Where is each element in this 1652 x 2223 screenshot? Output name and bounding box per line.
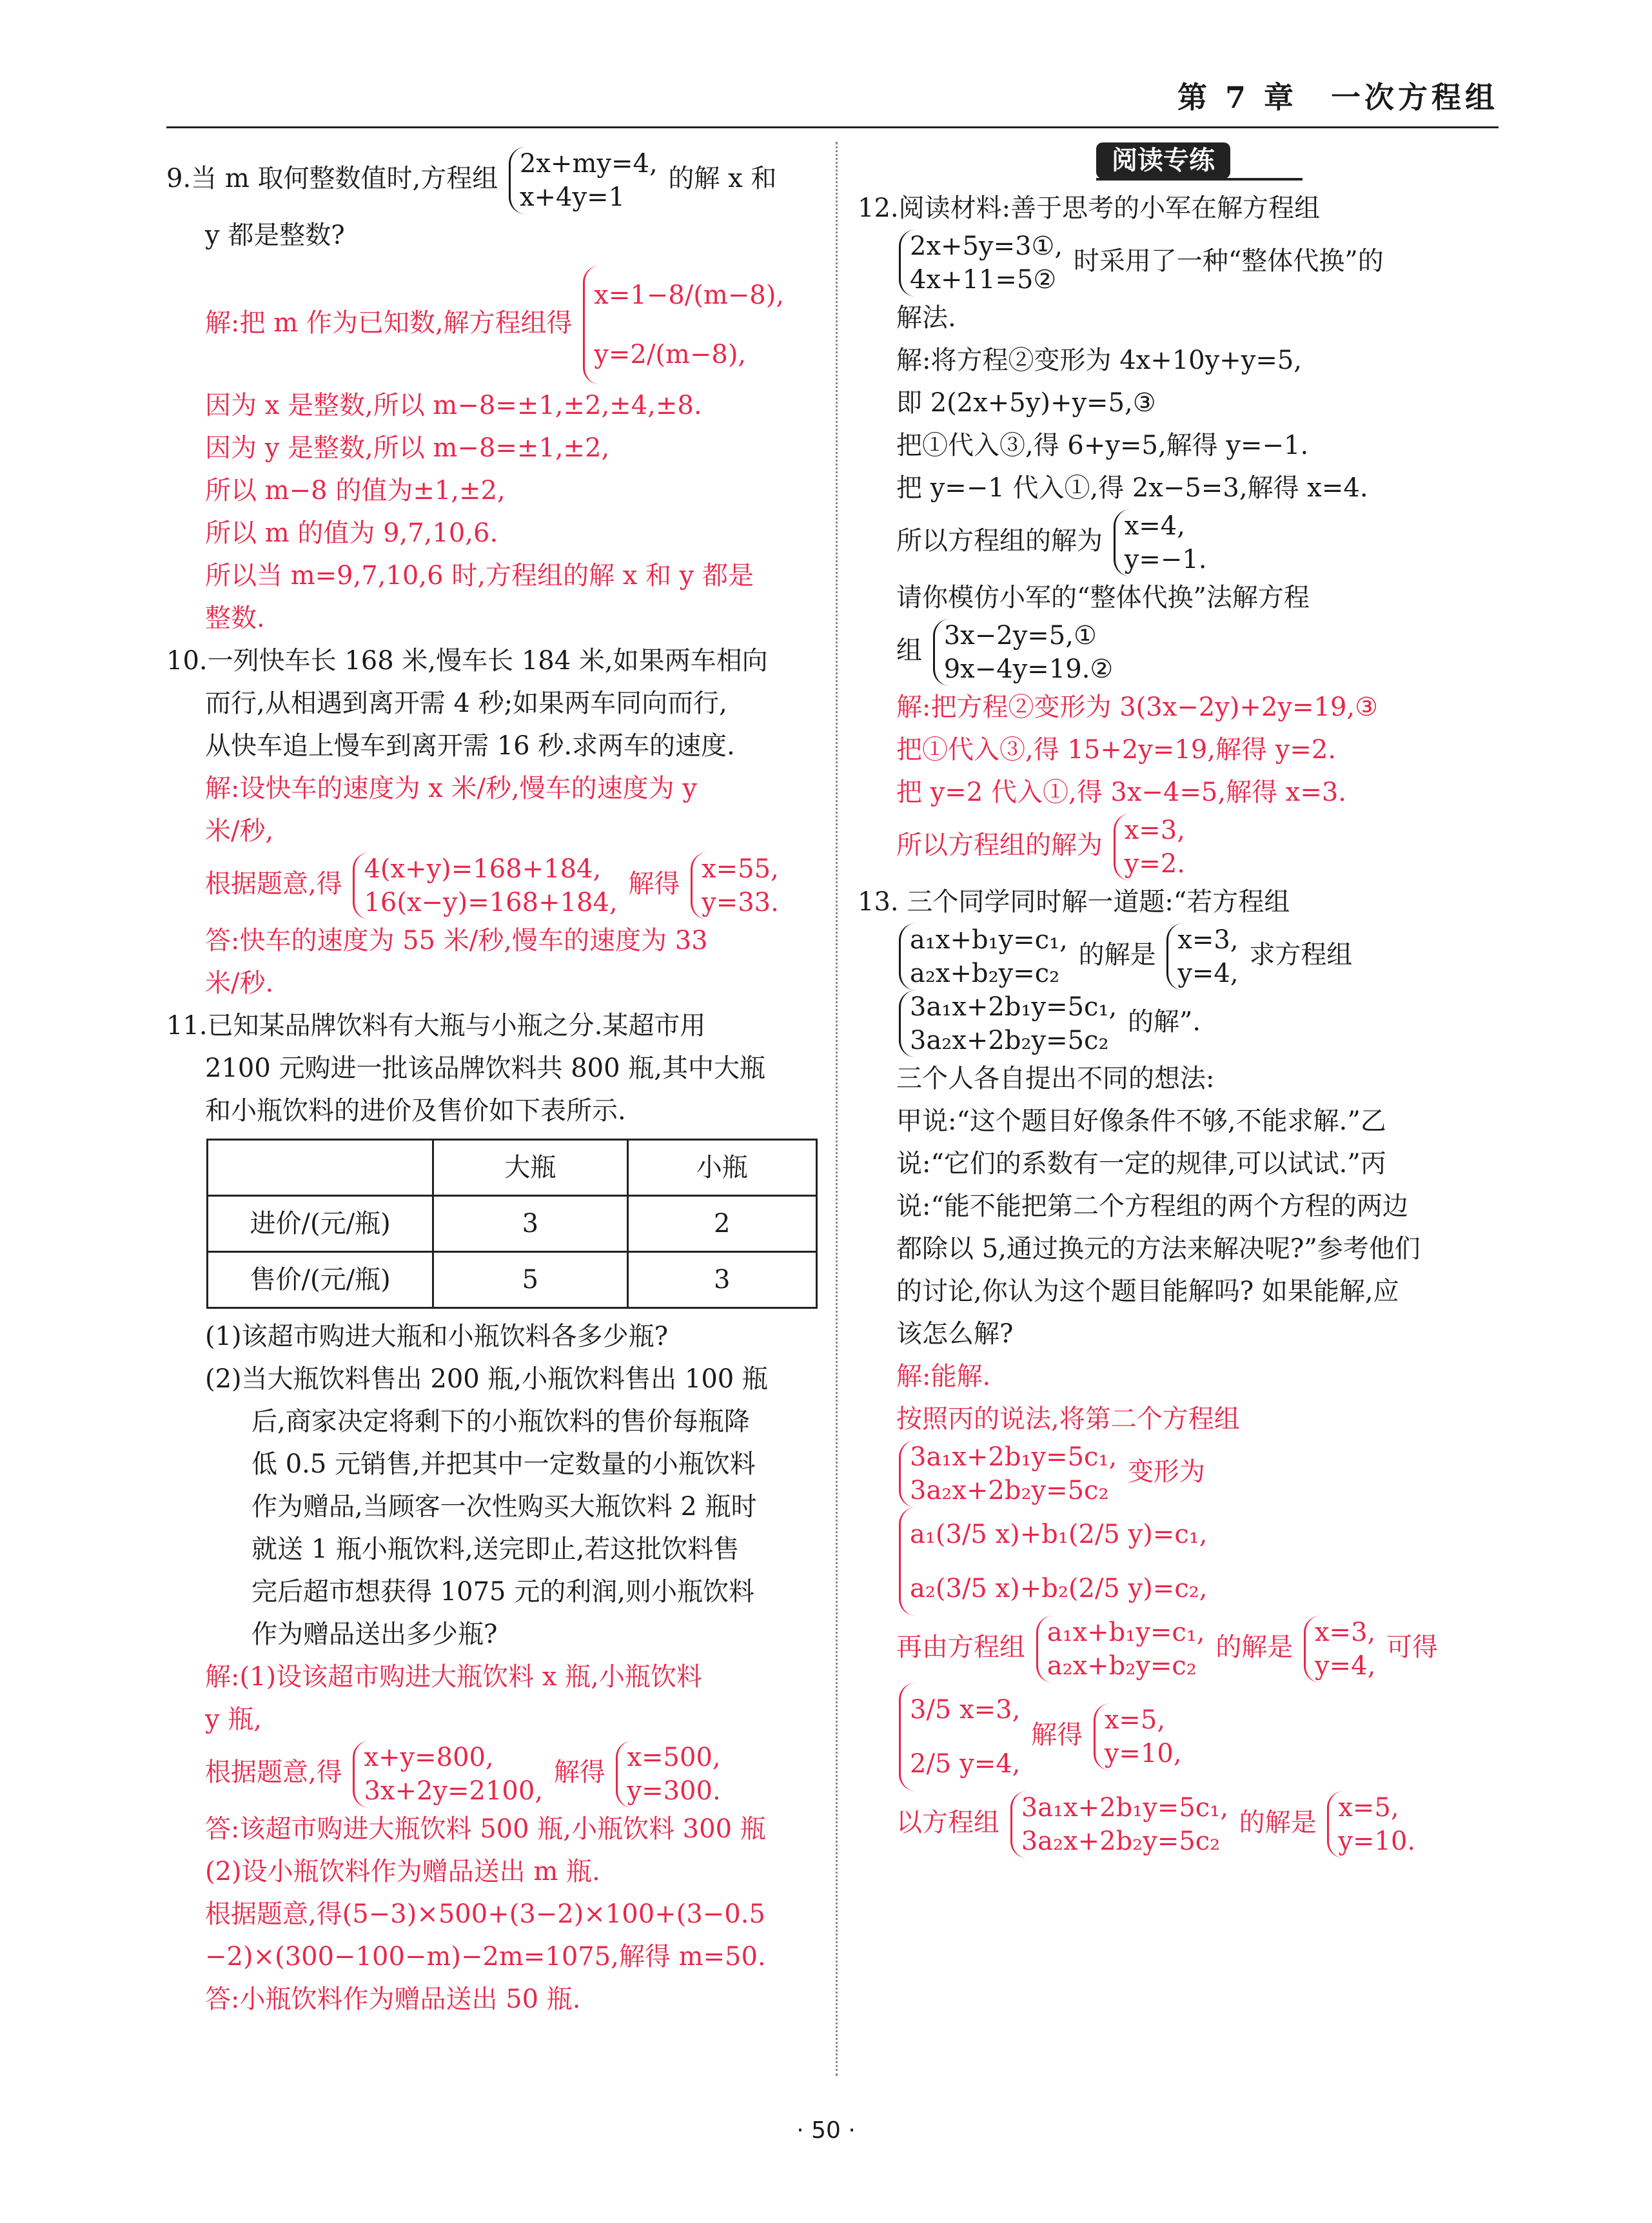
q13-sol-system [899,1440,1117,1507]
q13-final-res-1: x=5, [1338,1793,1399,1823]
q10-res-1: x=55, [702,854,779,884]
q11-eq-2: 3x+2y=2100, [364,1776,544,1806]
q9-eq-1: 2x+my=4, [519,149,658,179]
q12-line-2: 时采用了一种“整体代换”的 [1073,246,1384,276]
q11-tail-1: 答:该超市购进大瓶饮料 500 瓶,小瓶饮料 300 瓶 [205,1814,766,1844]
q13-again-post: 可得 [1386,1632,1439,1662]
reading-badge-label: 阅读专练 [1096,142,1230,179]
q9-solution [166,266,818,640]
q13-final-result [1327,1791,1415,1858]
q13-system-3 [899,990,1117,1057]
q13-final-eq-1: 3a₁x+2b₁y=5c₁, [1021,1793,1228,1823]
q9-sol-line-6: 整数. [205,603,265,633]
q13-sol-2: 变形为 [1127,1457,1205,1487]
table-cell: 3 [627,1252,817,1308]
q9-system [509,147,658,214]
q11-sub-2-line-1: (2)当大瓶饮料售出 200 瓶,小瓶饮料售出 100 瓶 [205,1364,768,1394]
q13-text-5: 都除以 5,通过换元的方法来解决呢?”参考他们 [896,1234,1421,1264]
q13-text-4: 说:“能不能把第二个方程组的两个方程的两边 [896,1191,1408,1221]
q13-final-pre: 以方程组 [896,1808,999,1837]
q13-text-3: 说:“它们的系数有一定的规律,可以试试.”丙 [896,1149,1386,1179]
reading-badge [1096,139,1230,182]
q13-mid: 的解是 [1078,940,1156,970]
q9-sol-line-5: 所以当 m=9,7,10,6 时,方程组的解 x 和 y 都是 [205,561,754,591]
question-13 [858,881,1509,1858]
left-column [166,147,818,2021]
table-cell: 售价/(元/瓶) [208,1252,433,1308]
q10-system [353,852,617,919]
q12-sol-system [1114,509,1207,576]
q12-step-3: 把①代入③,得 6+y=5,解得 y=−1. [896,431,1309,460]
q9-sol-eq-2: y=2/(m−8), [594,340,747,369]
q12-ask-eq-2: 9x−4y=19.② [943,654,1114,684]
q9-text-cont: y 都是整数? [205,220,345,250]
chapter-header: 第 7 章 一次方程组 [1177,80,1499,115]
q10-res-2: y=33. [702,888,779,917]
q11-sub-2-line-3: 低 0.5 元销售,并把其中一定数量的小瓶饮料 [251,1449,756,1479]
q12-step-2: 即 2(2x+5y)+y=5,③ [896,388,1156,418]
q9-sol-system [583,266,784,384]
q13-text-6: 的讨论,你认为这个题目能解吗? 如果能解,应 [896,1277,1399,1306]
q12-ask-eq-1: 3x−2y=5,① [943,621,1097,651]
q11-line-1: 11.已知某品牌饮料有大瓶与小瓶之分.某超市用 [166,1011,706,1041]
q13-again-mid: 的解是 [1215,1632,1293,1662]
badge-underline [1096,178,1303,181]
q13-system-1 [899,923,1068,990]
q11-sub-2-line-2: 后,商家决定将剩下的小瓶饮料的售价每瓶降 [251,1407,750,1436]
q10-result [691,852,779,919]
q9-sol-eq-1: x=1−8/(m−8), [594,280,785,310]
q12-ans-system [1114,814,1185,881]
q11-eq-1: x+y=800, [364,1743,494,1772]
q13-line-1: 13. 三个同学同时解一道题:“若方程组 [858,887,1290,917]
q13-again-eq-1: a₁x+b₁y=c₁, [1047,1618,1205,1647]
q13-line-2: 求方程组 [1249,940,1353,970]
q11-line-2: 2100 元购进一批该品牌饮料共 800 瓶,其中大瓶 [205,1053,766,1083]
q12-step-1: 解:将方程②变形为 4x+10y+y=5, [896,346,1303,375]
q13-system-2 [1166,923,1238,990]
q11-tail-2: (2)设小瓶饮料作为赠品送出 m 瓶. [205,1857,600,1886]
q13-frac-eq-1: 3/5 x=3, [910,1695,1021,1725]
q13-trans-eq-2: a₂(3/5 x)+b₂(2/5 y)=c₂, [910,1574,1208,1603]
q12-sol-pre: 所以方程组的解为 [896,526,1103,556]
q10-line-3: 从快车追上慢车到离开需 16 秒.求两车的速度. [205,731,735,761]
q13-trans-eq-1: a₁(3/5 x)+b₁(2/5 y)=c₁, [910,1520,1208,1549]
q12-ans-3: 把 y=2 代入①,得 3x−4=5,解得 x=3. [896,778,1347,807]
q12-sol-eq-1: x=4, [1124,511,1185,541]
q12-ans-eq-1: x=3, [1124,816,1185,845]
q13-frac-result [1094,1703,1182,1770]
q12-eq-2: 4x+11=5② [910,265,1057,295]
table-header-cell: 小瓶 [627,1140,817,1196]
page-number: · 50 · [796,2117,856,2144]
q9-text-post: 的解 x 和 [668,164,777,193]
q13-s3-eq-2: 3a₂x+2b₂y=5c₂ [910,1026,1109,1055]
q12-ans-pre: 所以方程组的解为 [896,830,1103,860]
q13-final-system [1010,1791,1228,1858]
question-9 [166,147,818,640]
q11-sub-2-line-7: 作为赠品送出多少瓶? [251,1620,498,1649]
q13-sol-0: 解:能解. [896,1362,991,1391]
q12-ans-eq-2: y=2. [1124,849,1185,879]
q13-solution [858,1355,1509,1858]
q10-ans-1: 答:快车的速度为 55 米/秒,慢车的速度为 33 [205,926,708,955]
q10-line-2: 而行,从相遇到离开需 4 秒;如果两车同向而行, [205,689,727,718]
column-divider [836,142,838,2076]
q13-line-3: 的解”. [1127,1007,1201,1037]
q12-answer [858,686,1509,881]
q10-sol-2: 米/秒, [205,816,274,846]
q13-again-result [1304,1616,1375,1683]
q10-sol-1: 解:设快车的速度为 x 米/秒,慢车的速度为 y [205,774,697,803]
q12-eq-1: 2x+5y=3①, [910,231,1063,261]
q12-ans-2: 把①代入③,得 15+2y=19,解得 y=2. [896,735,1337,765]
q12-ask-1: 请你模仿小军的“整体代换”法解方程 [896,583,1310,612]
question-10 [166,640,818,1004]
q10-eq-2: 16(x−y)=168+184, [364,888,618,917]
q11-sub-2-line-4: 作为赠品,当顾客一次性购买大瓶饮料 2 瓶时 [251,1492,757,1522]
q12-ask-system [933,619,1114,686]
table-cell: 进价/(元/瓶) [208,1196,433,1252]
header-rule [166,126,1499,128]
table-cell: 3 [433,1196,627,1252]
q13-again-eq-2: a₂x+b₂y=c₂ [1047,1651,1197,1681]
q11-basis: 根据题意,得 [205,1758,342,1787]
q10-line-1: 10.一列快车长 168 米,慢车长 184 米,如果两车相向 [166,646,768,676]
q13-text-2: 甲说:“这个题目好像条件不够,不能求解.”乙 [896,1106,1386,1136]
table-cell: 5 [433,1252,627,1308]
q13-solved: 解得 [1031,1720,1083,1750]
q13-final-res-2: y=10. [1338,1826,1416,1856]
q12-step-4: 把 y=−1 代入①,得 2x−5=3,解得 x=4. [896,473,1368,503]
q13-s1-eq-2: a₂x+b₂y=c₂ [910,959,1060,988]
q13-final-eq-2: 3a₂x+2b₂y=5c₂ [1021,1826,1221,1856]
q13-text-1: 三个人各自提出不同的想法: [896,1064,1215,1093]
q11-system [353,1741,543,1808]
q13-sol-1: 按照丙的说法,将第二个方程组 [896,1404,1240,1434]
q13-again-system [1036,1616,1205,1683]
q13-s2-eq-1: x=3, [1177,925,1239,955]
q10-solution [166,767,818,1004]
q12-system [899,230,1063,297]
q10-basis: 根据题意,得 [205,869,342,899]
q9-sol-line-1: 因为 x 是整数,所以 m−8=±1,±2,±4,±8. [205,391,702,420]
q12-line-3: 解法. [896,303,956,333]
q9-text-pre: 9.当 m 取何整数值时,方程组 [166,164,498,193]
q11-sub-1: (1)该超市购进大瓶和小瓶饮料各多少瓶? [205,1322,669,1351]
q13-s3-eq-1: 3a₁x+2b₁y=5c₁, [910,992,1117,1022]
q13-frac-system [899,1683,1020,1791]
q13-trans-system [899,1507,1207,1616]
q13-s1-eq-1: a₁x+b₁y=c₁, [910,925,1068,955]
q11-tail-3: 根据题意,得(5−3)×500+(3−2)×100+(3−0.5 [205,1899,765,1929]
q11-sol-2: y 瓶, [205,1705,262,1734]
q13-again-res-2: y=4, [1315,1651,1376,1681]
q13-final-mid: 的解是 [1239,1808,1317,1837]
q9-eq-2: x+4y=1 [519,182,625,212]
q11-solution [166,1656,818,2021]
q11-sub-2-line-5: 就送 1 瓶小瓶饮料,送完即止,若这批饮料售 [251,1534,740,1564]
q13-frac-eq-2: 2/5 y=4, [910,1749,1021,1779]
table-row [208,1196,817,1252]
q9-sol-line-4: 所以 m 的值为 9,7,10,6. [205,518,498,548]
q12-sol-eq-2: y=−1. [1124,545,1207,574]
q12-ans-1: 解:把方程②变形为 3(3x−2y)+2y=19,③ [896,692,1378,722]
q13-frac-res-1: x=5, [1104,1705,1166,1735]
q13-text-7: 该怎么解? [896,1319,1014,1349]
q11-result [616,1741,720,1808]
q13-again-res-1: x=3, [1315,1618,1376,1647]
table-row [208,1252,817,1308]
q13-frac-res-2: y=10, [1104,1739,1182,1768]
table-header-cell: 大瓶 [433,1140,627,1196]
q11-solved: 解得 [553,1758,605,1787]
table-header-row [208,1140,817,1196]
q9-sol-pre: 解:把 m 作为已知数,解方程组得 [205,308,573,338]
q10-eq-1: 4(x+y)=168+184, [364,854,602,884]
q11-line-3: 和小瓶饮料的进价及售价如下表所示. [205,1096,626,1126]
question-11 [166,1004,818,2021]
q11-res-2: y=300. [627,1776,721,1806]
q11-tail-5: 答:小瓶饮料作为赠品送出 50 瓶. [205,1984,581,2014]
table-header-cell [208,1140,433,1196]
q12-line-1: 12.阅读材料:善于思考的小军在解方程组 [858,193,1321,223]
q9-sol-line-3: 所以 m−8 的值为±1,±2, [205,476,506,505]
q13-sol-eq-1: 3a₁x+2b₁y=5c₁, [910,1442,1117,1472]
q12-ask-2: 组 [896,636,922,665]
right-column [858,187,1509,1858]
q10-solved: 解得 [628,869,680,899]
q13-sol-eq-2: 3a₂x+2b₂y=5c₂ [910,1476,1109,1505]
price-table [206,1139,818,1309]
q11-sub-2-line-6: 完后超市想获得 1075 元的利润,则小瓶饮料 [251,1577,754,1607]
q11-tail-4: −2)×(300−100−m)−2m=1075,解得 m=50. [205,1942,766,1972]
question-12 [858,187,1509,881]
q11-res-1: x=500, [627,1743,721,1772]
table-cell: 2 [627,1196,817,1252]
q13-again-pre: 再由方程组 [896,1632,1025,1662]
q11-sol-1: 解:(1)设该超市购进大瓶饮料 x 瓶,小瓶饮料 [205,1662,702,1692]
q9-sol-line-2: 因为 y 是整数,所以 m−8=±1,±2, [205,433,610,463]
q10-ans-2: 米/秒. [205,968,274,998]
q13-s2-eq-2: y=4, [1177,959,1239,988]
